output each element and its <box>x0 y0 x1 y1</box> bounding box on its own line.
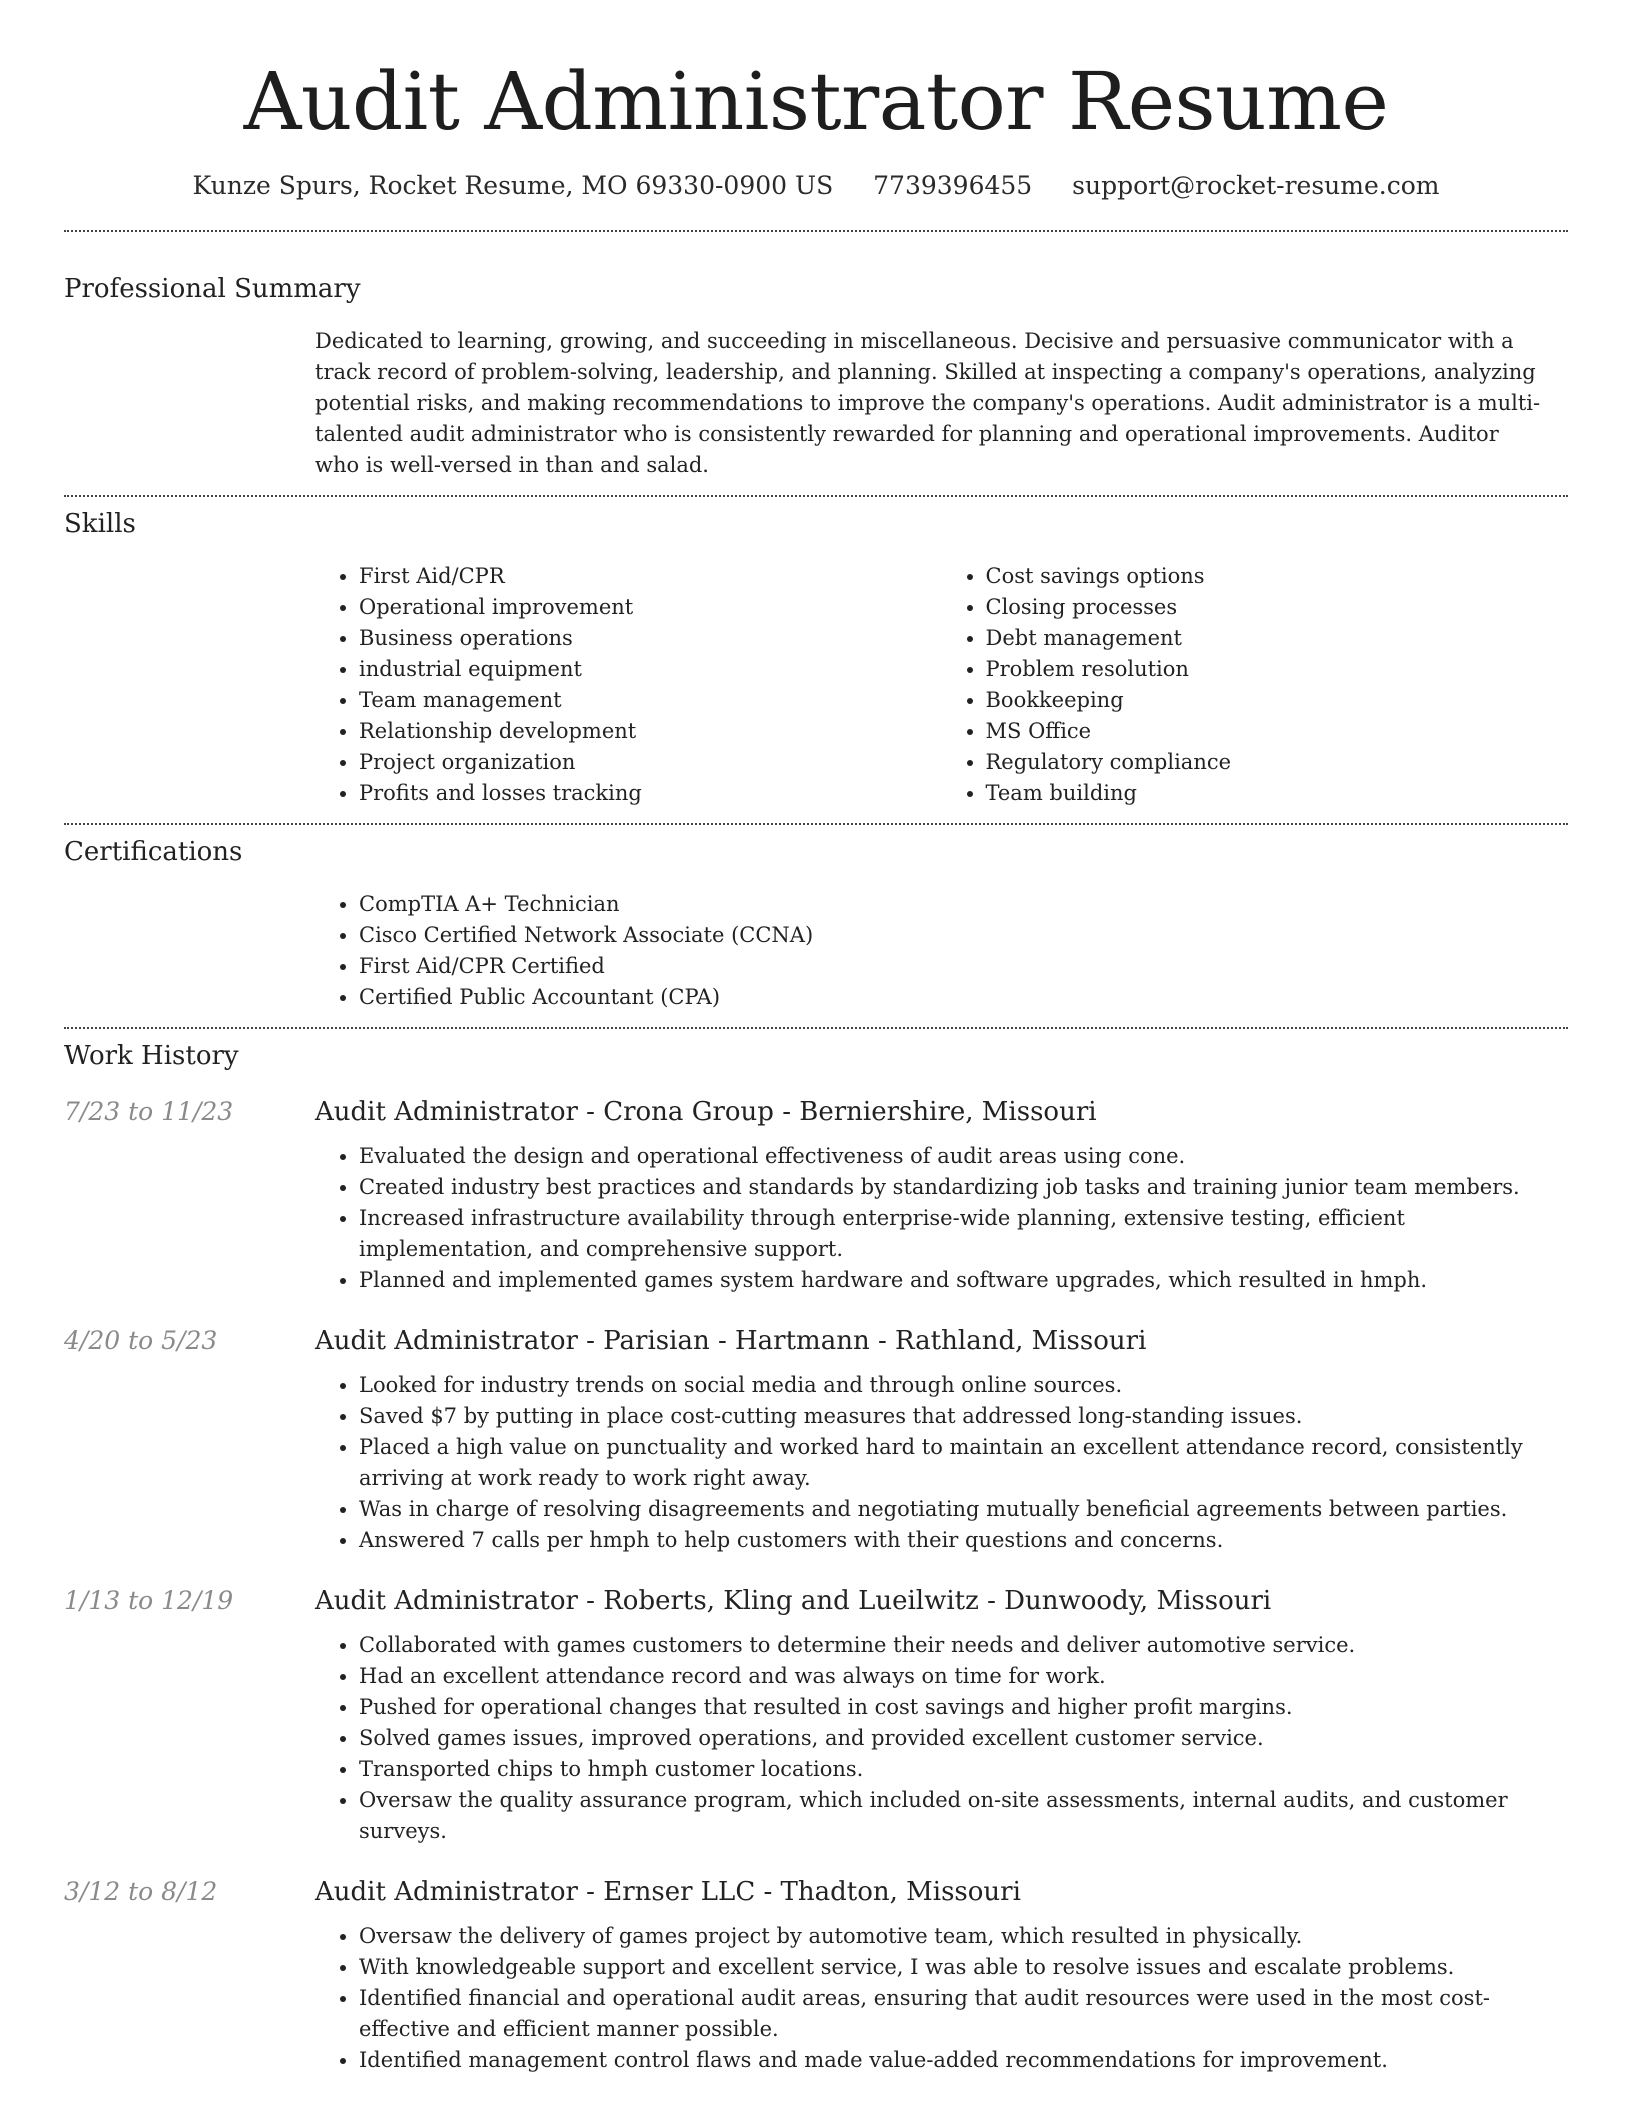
job-bullet: • Evaluated the design and operational effectiveness of audit areas using cone. <box>359 1141 1568 1172</box>
job-bullet: • Oversaw the quality assurance program, which included on-site assessments, internal audits, and customer surveys. <box>359 1785 1568 1847</box>
certification-item: • Certified Public Accountant (CPA) <box>359 982 1568 1013</box>
skill-item: • Problem resolution <box>986 654 1569 685</box>
work-history-heading: Work History <box>64 1041 239 1071</box>
certifications-section <box>64 825 1568 1027</box>
job-bullet: • Pushed for operational changes that resulted in cost savings and higher profit margins. <box>359 1692 1568 1723</box>
job-entry <box>64 1584 1568 1847</box>
job-bullet: • Answered 7 calls per hmph to help customers with their questions and concerns. <box>359 1525 1568 1556</box>
job-bullet: • With knowledgeable support and excellent service, I was able to resolve issues and escalate problems. <box>359 1952 1568 1983</box>
certification-item: • CompTIA A+ Technician <box>359 889 1568 920</box>
job-dates: 3/12 to 8/12 <box>64 1877 218 1906</box>
job-bullet: • Created industry best practices and standards by standardizing job tasks and training junior team members. <box>359 1172 1568 1203</box>
skill-item: • Closing processes <box>986 592 1569 623</box>
job-bullet: • Planned and implemented games system hardware and software upgrades, which resulted in hmph. <box>359 1265 1568 1296</box>
contact-email: support@rocket-resume.com <box>1072 171 1440 200</box>
skill-item: • Operational improvement <box>359 592 942 623</box>
job-bullet: • Collaborated with games customers to determine their needs and deliver automotive service. <box>359 1630 1568 1661</box>
job-bullets <box>315 1921 1568 2076</box>
job-bullet: • Solved games issues, improved operations, and provided excellent customer service. <box>359 1723 1568 1754</box>
skill-item: • Regulatory compliance <box>986 747 1569 778</box>
skills-list-right <box>942 561 1569 809</box>
contact-phone: 7739396455 <box>873 171 1033 200</box>
job-entry <box>64 1095 1568 1296</box>
job-bullet: • Transported chips to hmph customer locations. <box>359 1754 1568 1785</box>
job-entry <box>64 1875 1568 2076</box>
job-bullet: • Looked for industry trends on social media and through online sources. <box>359 1370 1568 1401</box>
certification-item: • Cisco Certified Network Associate (CCNA) <box>359 920 1568 951</box>
skill-item: • MS Office <box>986 716 1569 747</box>
job-entry <box>64 1324 1568 1556</box>
work-history-section <box>64 1029 1568 2076</box>
job-dates: 7/23 to 11/23 <box>64 1097 234 1126</box>
contact-address: Kunze Spurs, Rocket Resume, MO 69330-0900 US <box>192 171 834 200</box>
skill-item: • industrial equipment <box>359 654 942 685</box>
job-bullets <box>315 1141 1568 1296</box>
skill-item: • Bookkeeping <box>986 685 1569 716</box>
certifications-heading: Certifications <box>64 837 243 867</box>
job-bullet: • Identified financial and operational audit areas, ensuring that audit resources were used in the most cost-effective and efficient manner possible. <box>359 1983 1568 2045</box>
skill-item: • Cost savings options <box>986 561 1569 592</box>
job-title: Audit Administrator - Crona Group - Berniershire, Missouri <box>315 1097 1097 1127</box>
job-title: Audit Administrator - Roberts, Kling and Lueilwitz - Dunwoody, Missouri <box>315 1586 1272 1616</box>
resume-page <box>64 0 1568 2076</box>
skill-item: • First Aid/CPR <box>359 561 942 592</box>
job-title: Audit Administrator - Parisian - Hartmann - Rathland, Missouri <box>315 1326 1147 1356</box>
job-bullet: • Placed a high value on punctuality and worked hard to maintain an excellent attendance record, consistently arriving at work ready to work right away. <box>359 1432 1568 1494</box>
contact-line <box>64 170 1568 202</box>
job-bullets <box>315 1630 1568 1847</box>
skill-item: • Business operations <box>359 623 942 654</box>
job-bullet: • Had an excellent attendance record and was always on time for work. <box>359 1661 1568 1692</box>
job-bullet: • Oversaw the delivery of games project by automotive team, which resulted in physically. <box>359 1921 1568 1952</box>
summary-section <box>64 232 1568 495</box>
job-title: Audit Administrator - Ernser LLC - Thadton, Missouri <box>315 1877 1021 1907</box>
skills-list-left <box>315 561 942 809</box>
job-dates: 1/13 to 12/19 <box>64 1586 234 1615</box>
skill-item: • Debt management <box>986 623 1569 654</box>
job-bullet: • Saved $7 by putting in place cost-cutting measures that addressed long-standing issues. <box>359 1401 1568 1432</box>
skill-item: • Team management <box>359 685 942 716</box>
skill-item: • Profits and losses tracking <box>359 778 942 809</box>
job-dates: 4/20 to 5/23 <box>64 1326 218 1355</box>
certifications-list <box>315 889 1568 1013</box>
skill-item: • Project organization <box>359 747 942 778</box>
skills-heading: Skills <box>64 509 136 539</box>
job-bullets <box>315 1370 1568 1556</box>
summary-heading: Professional Summary <box>64 274 361 304</box>
skills-section <box>64 497 1568 823</box>
certification-item: • First Aid/CPR Certified <box>359 951 1568 982</box>
job-bullet: • Identified management control flaws and made value-added recommendations for improvement. <box>359 2045 1568 2076</box>
summary-text: Dedicated to learning, growing, and succeeding in miscellaneous. Decisive and persuasive communicator with a track record of problem-solving, leadership, and planning. Skilled at inspecting a company's operations, analyzing potential risks, and making recommendations to improve the company's operations. Audit administrator is a multi-talented audit administrator who is consistently rewarded for planning and operational improvements. Auditor who is well-versed in than and salad. <box>315 329 1541 477</box>
job-bullet: • Was in charge of resolving disagreements and negotiating mutually beneficial agreements between parties. <box>359 1494 1568 1525</box>
skill-item: • Relationship development <box>359 716 942 747</box>
job-bullet: • Increased infrastructure availability through enterprise-wide planning, extensive testing, efficient implementation, and comprehensive support. <box>359 1203 1568 1265</box>
resume-title: Audit Administrator Resume <box>243 55 1389 148</box>
skill-item: • Team building <box>986 778 1569 809</box>
